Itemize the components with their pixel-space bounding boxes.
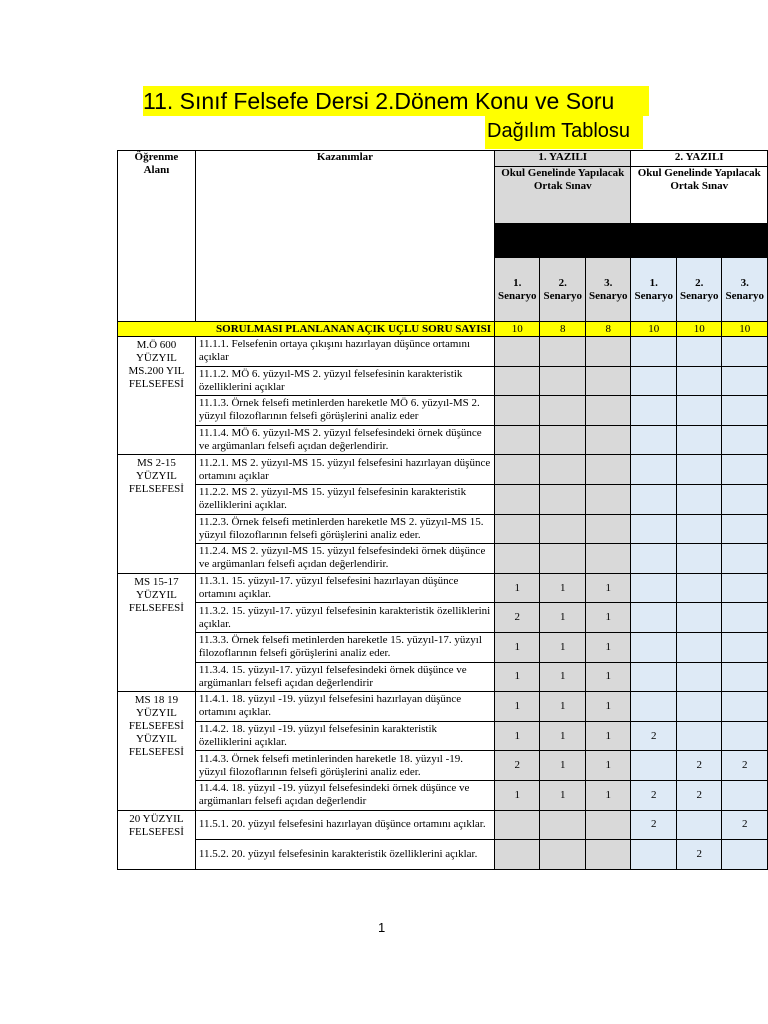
- table-row: [118, 692, 768, 722]
- question-count-cell: 1: [585, 721, 631, 751]
- header-yazili-2: 2. YAZILI: [631, 151, 768, 167]
- question-count-cell: [722, 425, 768, 455]
- question-count-cell: [676, 484, 722, 514]
- question-count-cell: [585, 514, 631, 544]
- question-count-cell: [722, 662, 768, 692]
- question-count-cell: [722, 514, 768, 544]
- summary-value: 10: [722, 322, 768, 337]
- table-row: [118, 810, 768, 840]
- document-title-line2: Dağılım Tablosu: [485, 116, 643, 149]
- header-senaryo-1-3: 3. Senaryo: [585, 258, 631, 322]
- question-count-cell: [540, 366, 586, 396]
- question-count-cell: [494, 425, 540, 455]
- learning-area-cell: MS 15-17 YÜZYIL FELSEFESİ: [118, 573, 196, 691]
- question-count-cell: [722, 692, 768, 722]
- header-kazanimlar: Kazanımlar: [195, 151, 494, 322]
- table-row: [118, 514, 768, 544]
- table-row: [118, 366, 768, 396]
- table-row: [118, 544, 768, 574]
- page-number: 1: [378, 920, 386, 935]
- question-count-cell: 1: [540, 751, 586, 781]
- summary-value: 10: [494, 322, 540, 337]
- question-count-cell: 1: [540, 662, 586, 692]
- question-count-cell: 1: [540, 692, 586, 722]
- question-count-cell: [631, 840, 677, 870]
- learning-area-cell: MS 18 19 YÜZYIL FELSEFESİ YÜZYIL FELSEFESİ: [118, 692, 196, 810]
- question-count-cell: [722, 603, 768, 633]
- question-count-cell: [676, 455, 722, 485]
- question-count-cell: 2: [631, 810, 677, 840]
- question-count-cell: [631, 692, 677, 722]
- question-count-cell: [676, 366, 722, 396]
- question-count-cell: [631, 396, 677, 426]
- question-count-cell: [676, 603, 722, 633]
- summary-value: 10: [631, 322, 677, 337]
- question-count-cell: 1: [540, 780, 586, 810]
- question-count-cell: [676, 544, 722, 574]
- question-count-cell: [540, 337, 586, 367]
- question-count-cell: [722, 840, 768, 870]
- summary-value: 8: [585, 322, 631, 337]
- question-count-cell: [585, 840, 631, 870]
- learning-area-cell: M.Ö 600 YÜZYIL MS.200 YIL FELSEFESİ: [118, 337, 196, 455]
- question-count-cell: [676, 810, 722, 840]
- question-count-cell: [631, 662, 677, 692]
- summary-label: SORULMASI PLANLANAN AÇIK UÇLU SORU SAYISI: [118, 322, 495, 337]
- table-row: [118, 425, 768, 455]
- question-count-cell: 2: [494, 603, 540, 633]
- question-count-cell: [676, 692, 722, 722]
- question-count-cell: 1: [585, 662, 631, 692]
- kazanim-cell: 11.4.1. 18. yüzyıl -19. yüzyıl felsefesini hazırlayan düşünce ortamını açıklar.: [195, 692, 494, 722]
- question-count-cell: [631, 632, 677, 662]
- question-count-cell: [676, 514, 722, 544]
- table-row: [118, 632, 768, 662]
- table-row: [118, 751, 768, 781]
- question-count-cell: 1: [585, 780, 631, 810]
- question-count-cell: [722, 337, 768, 367]
- question-count-cell: [722, 366, 768, 396]
- question-count-cell: [585, 810, 631, 840]
- question-count-cell: 1: [585, 632, 631, 662]
- question-count-cell: 2: [631, 780, 677, 810]
- question-count-cell: [540, 425, 586, 455]
- question-count-cell: [676, 721, 722, 751]
- question-count-cell: 1: [585, 751, 631, 781]
- table-row: [118, 337, 768, 367]
- question-count-cell: [494, 366, 540, 396]
- question-count-cell: [631, 603, 677, 633]
- kazanim-cell: 11.4.2. 18. yüzyıl -19. yüzyıl felsefesinin karakteristik özelliklerini açıklar.: [195, 721, 494, 751]
- question-count-cell: 2: [494, 751, 540, 781]
- question-count-cell: [540, 810, 586, 840]
- question-count-cell: [676, 573, 722, 603]
- question-count-cell: 1: [494, 721, 540, 751]
- question-count-cell: 1: [540, 721, 586, 751]
- question-count-cell: [631, 573, 677, 603]
- question-count-cell: [722, 544, 768, 574]
- question-count-cell: [631, 366, 677, 396]
- question-count-cell: 2: [676, 840, 722, 870]
- question-count-cell: [540, 484, 586, 514]
- kazanim-cell: 11.5.2. 20. yüzyıl felsefesinin karakteristik özelliklerini açıklar.: [195, 840, 494, 870]
- question-count-cell: 1: [585, 573, 631, 603]
- question-count-cell: [585, 396, 631, 426]
- header-senaryo-1-1: 1. Senaryo: [494, 258, 540, 322]
- question-count-cell: 1: [585, 692, 631, 722]
- question-count-cell: [631, 455, 677, 485]
- question-count-cell: 1: [494, 632, 540, 662]
- question-count-cell: [722, 780, 768, 810]
- question-count-cell: [676, 396, 722, 426]
- question-count-cell: 2: [722, 751, 768, 781]
- question-count-cell: [676, 337, 722, 367]
- table-row: [118, 840, 768, 870]
- summary-value: 10: [676, 322, 722, 337]
- question-count-cell: [494, 810, 540, 840]
- kazanim-cell: 11.3.3. Örnek felsefi metinlerden hareketle 15. yüzyıl-17. yüzyıl filozoflarının felsefi görüşlerini analiz eder.: [195, 632, 494, 662]
- kazanim-cell: 11.2.2. MS 2. yüzyıl-MS 15. yüzyıl felsefesinin karakteristik özelliklerini açıklar.: [195, 484, 494, 514]
- header-okul-genelinde-2: Okul Genelinde Yapılacak Ortak Sınav: [631, 167, 768, 224]
- kazanim-cell: 11.1.3. Örnek felsefi metinlerden hareketle MÖ 6. yüzyıl-MS 2. yüzyıl filozoflarının felsefi görüşlerini analiz eder: [195, 396, 494, 426]
- learning-area-cell: MS 2-15 YÜZYIL FELSEFESİ: [118, 455, 196, 573]
- question-count-cell: [585, 425, 631, 455]
- question-count-cell: [585, 337, 631, 367]
- summary-row: [118, 322, 768, 337]
- table-row: [118, 721, 768, 751]
- question-count-cell: 1: [540, 632, 586, 662]
- question-count-cell: [540, 840, 586, 870]
- table-row: [118, 484, 768, 514]
- question-count-cell: [722, 484, 768, 514]
- question-count-cell: [722, 721, 768, 751]
- question-count-cell: [540, 514, 586, 544]
- question-count-cell: [585, 484, 631, 514]
- question-count-cell: [676, 632, 722, 662]
- header-yazili-1: 1. YAZILI: [494, 151, 631, 167]
- kazanim-cell: 11.2.3. Örnek felsefi metinlerden hareketle MS 2. yüzyıl-MS 15. yüzyıl filozoflarının felsefi görüşlerini analiz eder.: [195, 514, 494, 544]
- question-count-cell: [585, 366, 631, 396]
- question-count-cell: 1: [540, 603, 586, 633]
- question-count-cell: [676, 425, 722, 455]
- header-senaryo-2-3: 3. Senaryo: [722, 258, 768, 322]
- question-count-cell: 1: [585, 603, 631, 633]
- table-row: [118, 573, 768, 603]
- question-count-cell: [631, 484, 677, 514]
- question-count-cell: [540, 455, 586, 485]
- header-senaryo-1-2: 2. Senaryo: [540, 258, 586, 322]
- question-count-cell: 2: [722, 810, 768, 840]
- question-count-cell: 1: [494, 662, 540, 692]
- kazanim-cell: 11.1.2. MÖ 6. yüzyıl-MS 2. yüzyıl felsefesinin karakteristik özelliklerini açıklar: [195, 366, 494, 396]
- question-count-cell: [540, 544, 586, 574]
- question-count-cell: [494, 337, 540, 367]
- question-count-cell: [722, 396, 768, 426]
- table-row: [118, 603, 768, 633]
- kazanim-cell: 11.4.4. 18. yüzyıl -19. yüzyıl felsefesindeki örnek düşünce ve argümanları felsefi açıdan değerlendir: [195, 780, 494, 810]
- document-title-line1: 11. Sınıf Felsefe Dersi 2.Dönem Konu ve Soru: [143, 86, 649, 116]
- question-count-cell: 1: [494, 692, 540, 722]
- question-count-cell: [631, 514, 677, 544]
- distribution-table: [117, 150, 768, 870]
- question-count-cell: [722, 573, 768, 603]
- table-row: [118, 396, 768, 426]
- kazanim-cell: 11.4.3. Örnek felsefi metinlerinden hareketle 18. yüzyıl -19. yüzyıl filozoflarının felsefi görüşlerini analiz eder.: [195, 751, 494, 781]
- table-row: [118, 455, 768, 485]
- kazanim-cell: 11.5.1. 20. yüzyıl felsefesini hazırlayan düşünce ortamını açıklar.: [195, 810, 494, 840]
- question-count-cell: 1: [494, 573, 540, 603]
- header-senaryo-2-1: 1. Senaryo: [631, 258, 677, 322]
- question-count-cell: [631, 544, 677, 574]
- question-count-cell: 2: [676, 751, 722, 781]
- kazanim-cell: 11.3.1. 15. yüzyıl-17. yüzyıl felsefesini hazırlayan düşünce ortamını açıklar.: [195, 573, 494, 603]
- question-count-cell: [494, 484, 540, 514]
- header-ogrenme-alani: Öğrenme Alanı: [118, 151, 196, 322]
- table-row: [118, 662, 768, 692]
- question-count-cell: 1: [540, 573, 586, 603]
- kazanim-cell: 11.2.1. MS 2. yüzyıl-MS 15. yüzyıl felsefesini hazırlayan düşünce ortamını açıklar: [195, 455, 494, 485]
- question-count-cell: [494, 396, 540, 426]
- header-black-band: [494, 224, 767, 258]
- learning-area-cell: 20 YÜZYIL FELSEFESİ: [118, 810, 196, 869]
- question-count-cell: [585, 455, 631, 485]
- question-count-cell: [722, 455, 768, 485]
- kazanim-cell: 11.2.4. MS 2. yüzyıl-MS 15. yüzyıl felsefesindeki örnek düşünce ve argümanları felsefi açıdan değerlendirir.: [195, 544, 494, 574]
- question-count-cell: [676, 662, 722, 692]
- question-count-cell: 2: [676, 780, 722, 810]
- question-count-cell: [585, 544, 631, 574]
- summary-value: 8: [540, 322, 586, 337]
- header-senaryo-2-2: 2. Senaryo: [676, 258, 722, 322]
- question-count-cell: [494, 455, 540, 485]
- kazanim-cell: 11.3.2. 15. yüzyıl-17. yüzyıl felsefesinin karakteristik özelliklerini açıklar.: [195, 603, 494, 633]
- question-count-cell: [494, 840, 540, 870]
- question-count-cell: [631, 751, 677, 781]
- kazanim-cell: 11.1.4. MÖ 6. yüzyıl-MS 2. yüzyıl felsefesindeki örnek düşünce ve argümanları felsefi açıdan değerlendirir.: [195, 425, 494, 455]
- table-row: [118, 780, 768, 810]
- kazanim-cell: 11.1.1. Felsefenin ortaya çıkışını hazırlayan düşünce ortamını açıklar: [195, 337, 494, 367]
- question-count-cell: 2: [631, 721, 677, 751]
- question-count-cell: [494, 544, 540, 574]
- question-count-cell: [631, 425, 677, 455]
- kazanim-cell: 11.3.4. 15. yüzyıl-17. yüzyıl felsefesindeki örnek düşünce ve argümanları felsefi açıdan değerlendirir: [195, 662, 494, 692]
- question-count-cell: [540, 396, 586, 426]
- question-count-cell: [494, 514, 540, 544]
- question-count-cell: [631, 337, 677, 367]
- question-count-cell: 1: [494, 780, 540, 810]
- header-okul-genelinde-1: Okul Genelinde Yapılacak Ortak Sınav: [494, 167, 631, 224]
- question-count-cell: [722, 632, 768, 662]
